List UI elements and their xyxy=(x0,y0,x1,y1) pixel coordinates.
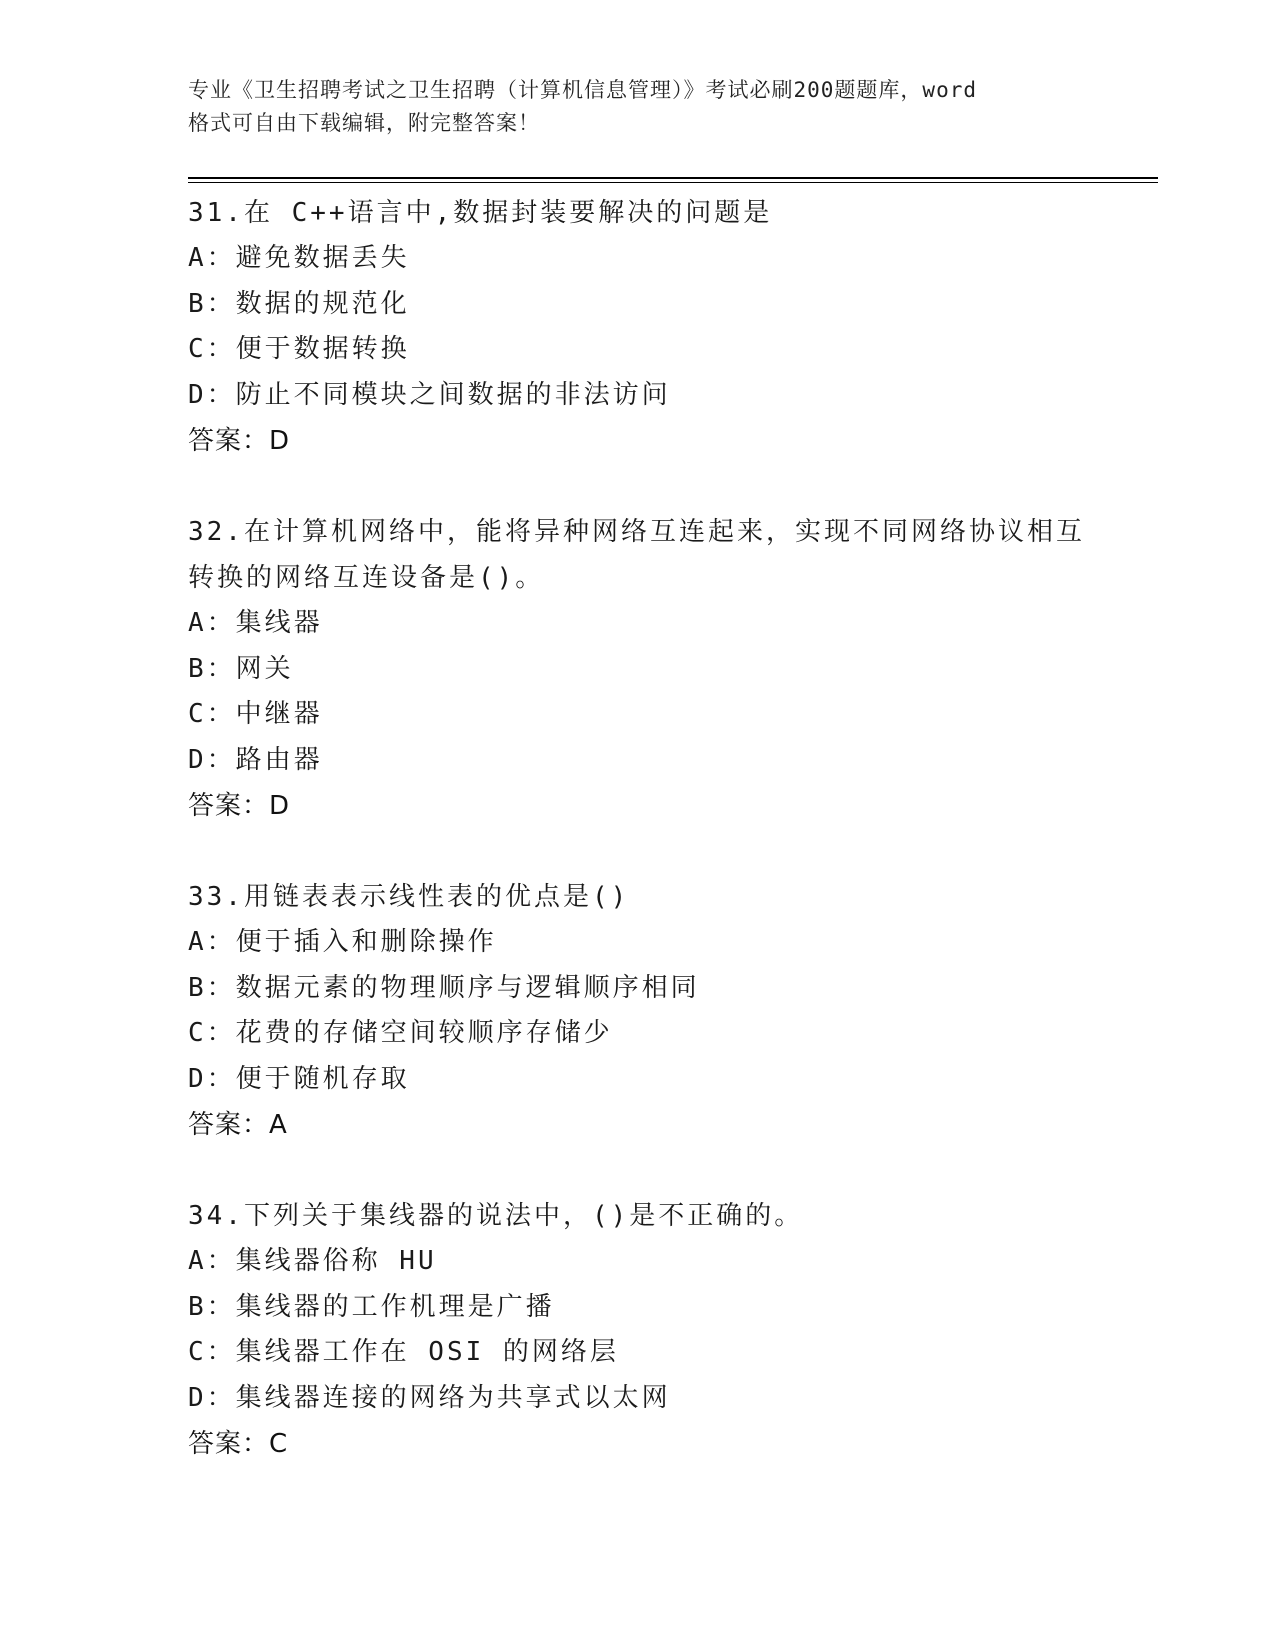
question-stem: 33.用链表表示线性表的优点是() xyxy=(188,882,630,912)
question-33 xyxy=(188,874,1088,1148)
option-d: D：防止不同模块之间数据的非法访问 xyxy=(188,379,671,410)
document-header xyxy=(188,74,1088,140)
header-line-1: 专业《卫生招聘考试之卫生招聘（计算机信息管理）》考试必刷200题题库，word xyxy=(188,78,977,102)
answer: 答案：D xyxy=(188,426,291,456)
option-d: D：路由器 xyxy=(188,744,323,775)
option-c: C：花费的存储空间较顺序存储少 xyxy=(188,1018,613,1048)
question-stem-line-1: 32.在计算机网络中，能将异种网络互连起来，实现不同网络协议相互 xyxy=(188,517,1085,547)
header-line-2: 格式可自由下载编辑，附完整答案！ xyxy=(188,111,540,135)
question-stem: 34.下列关于集线器的说法中，()是不正确的。 xyxy=(188,1201,804,1231)
question-34 xyxy=(188,1193,1088,1467)
header-rule-thick xyxy=(188,177,1158,179)
answer: 答案：C xyxy=(188,1429,289,1459)
question-stem: 31.在 C++语言中,数据封装要解决的问题是 xyxy=(188,198,773,228)
option-c: C：便于数据转换 xyxy=(188,334,410,364)
header-rule-thin xyxy=(188,182,1158,183)
option-b: B：集线器的工作机理是广播 xyxy=(188,1291,555,1322)
question-32 xyxy=(188,509,1088,829)
answer: 答案：D xyxy=(188,791,291,821)
option-c: C：中继器 xyxy=(188,699,323,729)
option-b: B：网关 xyxy=(188,653,294,684)
option-b: B：数据的规范化 xyxy=(188,288,410,319)
question-list xyxy=(188,190,1088,1512)
option-a: A：便于插入和删除操作 xyxy=(188,927,497,957)
question-stem-line-2: 转换的网络互连设备是()。 xyxy=(188,563,545,593)
option-d: D：便于随机存取 xyxy=(188,1063,410,1094)
answer: 答案：A xyxy=(188,1110,288,1140)
question-31 xyxy=(188,190,1088,464)
option-c: C：集线器工作在 OSI 的网络层 xyxy=(188,1337,619,1367)
option-b: B：数据元素的物理顺序与逻辑顺序相同 xyxy=(188,972,700,1003)
option-d: D：集线器连接的网络为共享式以太网 xyxy=(188,1382,671,1413)
option-a: A：集线器 xyxy=(188,608,323,638)
option-a: A：避免数据丢失 xyxy=(188,243,410,273)
option-a: A：集线器俗称 HU xyxy=(188,1246,437,1276)
